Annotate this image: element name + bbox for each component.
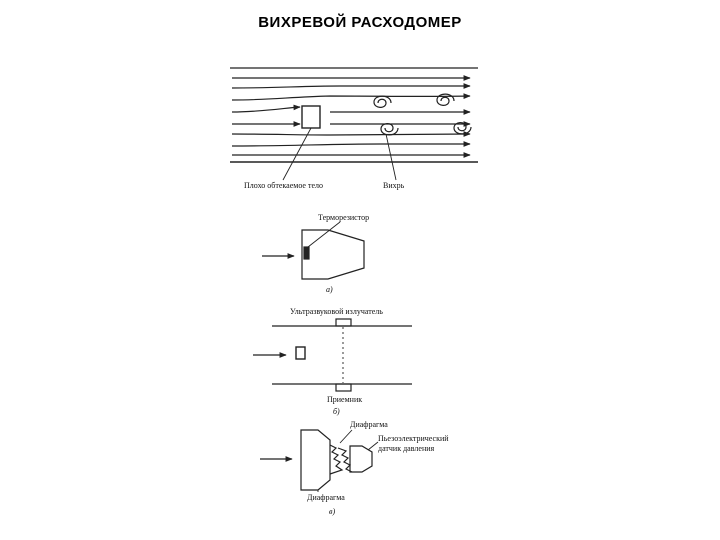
bluff-body bbox=[301, 430, 330, 490]
bluff-body bbox=[302, 230, 364, 279]
leader-line bbox=[340, 430, 352, 443]
ultrasonic-receiver bbox=[336, 384, 351, 391]
streamline bbox=[232, 134, 470, 135]
figure-c bbox=[260, 430, 378, 492]
thermistor-label: Терморезистор bbox=[318, 213, 370, 222]
figure-b-caption: б) bbox=[333, 407, 340, 416]
leader-line bbox=[283, 128, 311, 180]
figure-b bbox=[253, 319, 412, 391]
figure-c-caption: в) bbox=[329, 507, 336, 516]
leader-line bbox=[308, 222, 340, 247]
streamline bbox=[232, 86, 470, 88]
figure-a-caption: а) bbox=[326, 285, 333, 294]
emitter-label: Ультразвуковой излучатель bbox=[290, 307, 383, 316]
vortex-icon bbox=[374, 96, 391, 107]
bluff-body bbox=[296, 347, 305, 359]
streamline bbox=[232, 144, 470, 146]
streamline bbox=[232, 96, 470, 100]
vortex-label: Вихрь bbox=[383, 181, 405, 190]
bluff-body-label: Плохо обтекаемое тело bbox=[244, 181, 323, 190]
receiver-label: Приемник bbox=[327, 395, 363, 404]
vortex-icon bbox=[381, 124, 398, 135]
flow-diagram bbox=[230, 68, 478, 180]
figure-a bbox=[262, 222, 364, 279]
ultrasonic-emitter bbox=[336, 319, 351, 326]
thermistor-element bbox=[304, 247, 309, 259]
leader-line bbox=[368, 442, 378, 450]
diaphragm-top-label: Диафрагма bbox=[350, 420, 388, 429]
sensor-label-line2: датчик давления bbox=[378, 444, 435, 453]
leader-line bbox=[386, 134, 396, 180]
slide-title: ВИХРЕВОЙ РАСХОДОМЕР bbox=[258, 14, 462, 31]
streamline bbox=[232, 107, 300, 112]
sensor-label-line1: Пьезоэлектрический bbox=[378, 434, 449, 443]
diaphragm-bottom-label: Диафрагма bbox=[307, 493, 345, 502]
bluff-body bbox=[302, 106, 320, 128]
